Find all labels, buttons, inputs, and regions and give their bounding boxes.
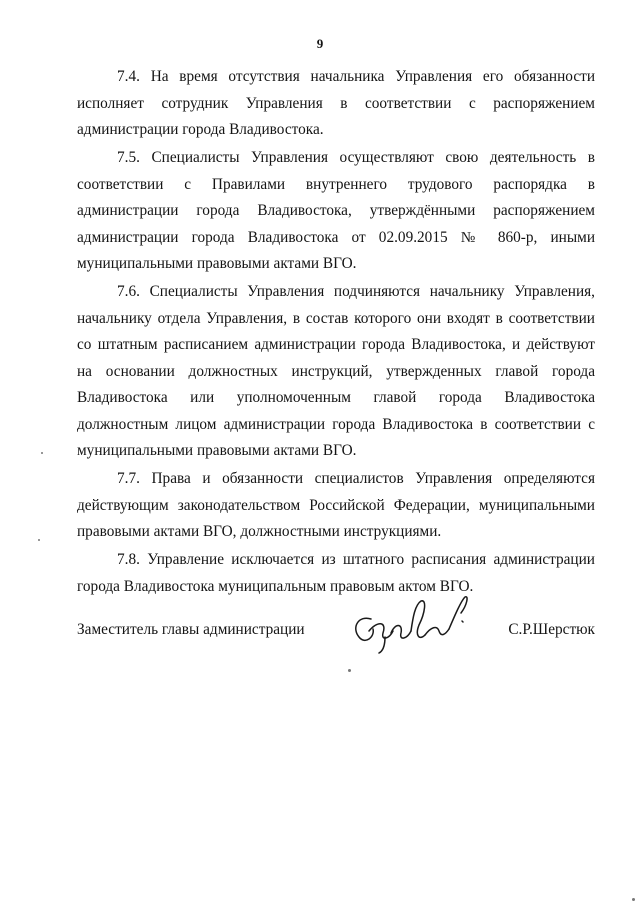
paragraph-7-6: 7.6. Специалисты Управления подчиняются начальнику Управления, начальнику отдела Управления, в состав которого они входят в соответствии со штатным расписанием администрации города Владивостока, и действуют на основании должностных инструкций, утвержденных главой города Владивостока или уполномоченным главой города Владивостока должностным лицом администрации города Владивостока в соответствии с муниципальными правовыми актами ВГО. [77,283,595,459]
signature-block [77,613,595,653]
signatory-name: С.Р.Шерстюк [508,621,595,638]
paragraph-7-5: 7.5. Специалисты Управления осуществляют свою деятельность в соответствии с Правилами внутреннего трудового распорядка в администрации города Владивостока, утверждёнными распоряжением администрации города Владивостока от 02.09.2015 № 860-р, иными муниципальными правовыми актами ВГО. [77,149,595,272]
document-body [77,64,595,602]
scan-speck [38,539,40,541]
paragraph-7-4: 7.4. На время отсутствия начальника Управления его обязанности исполняет сотрудник Управления в соответствии с распоряжением администрации города Владивостока. [77,68,595,138]
scan-speck [632,898,635,901]
paragraph-7-8: 7.8. Управление исключается из штатного расписания администрации города Владивостока муниципальным правовым актом ВГО. [77,551,595,595]
page-number: 9 [316,36,324,51]
paragraph-7-7: 7.7. Права и обязанности специалистов Управления определяются действующим законодательством Российской Федерации, муниципальными правовыми актами ВГО, должностными инструкциями. [77,470,595,540]
signatory-position: Заместитель главы администрации [77,621,305,638]
handwritten-signature [341,591,471,655]
scan-speck [41,452,43,454]
scan-speck [348,669,351,672]
